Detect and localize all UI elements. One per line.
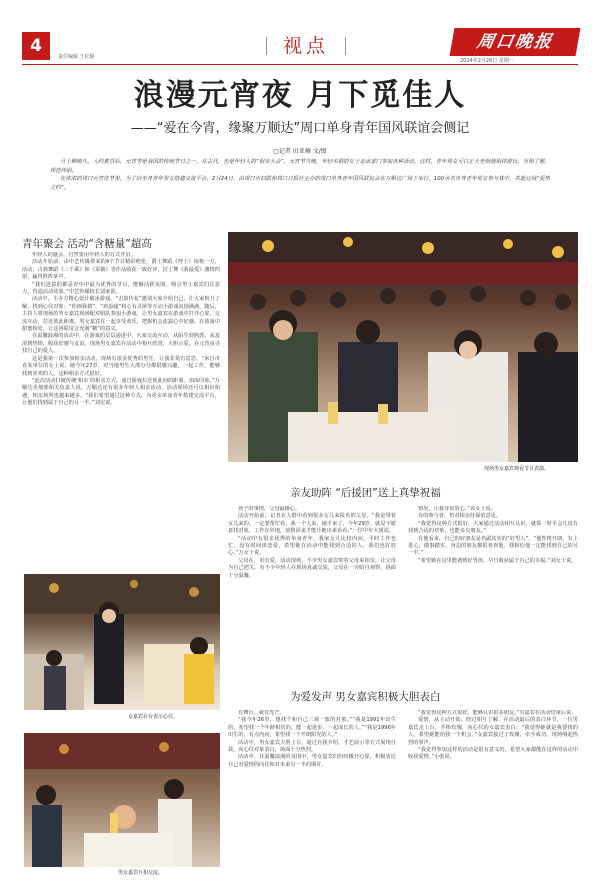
byline: □记者 田亚楠 文/图 [273,148,327,155]
section-3-col-b [408,710,578,876]
article-subtitle: ——“爱在今宵，缘聚万顺达”周口单身青年国风联谊会侧记 [130,121,470,136]
paragraph: 活动开始前，记者在人群中看到很多女儿来报名的父母，“我是带着女儿来的，一定要帮忙看，我一个人来，她才来了，今年29岁，就是不愿意找对象，工作在外地，放假回来才能让她出来看看。”一位中年大姐说。 [228,513,396,535]
section-2-heading: 亲友助阵 “后援团”送上真挚祝福 [290,487,441,499]
paragraph: “希望她在这里能遇到好男孩，早日收获属于自己的幸福。”刘女士说。 [418,557,577,564]
paragraph: “我觉得这种方式很好，大家通过活动相互认识，就算一时半会儿没有找到合适的对象，也能多交朋友。” [408,520,578,535]
section-3-heading: 为爱发声 男女嘉宾积极大胆表白 [290,691,441,703]
editor-line: 责任编辑 王松静 [58,54,95,60]
section-2-col-b [408,506,578,676]
paragraph: 情况，让我非常放心。”该女士说。 [418,506,496,512]
paragraph: 活动中，男女嘉宾大胆上台，通过自我介绍、才艺展示等方式展现自我，向心仪对象表白，场面十分热烈。 [228,739,396,754]
paragraph: “我今年26岁，想找个和自己三观一致的对象。”“我是1991年出生的，希望找一个年龄相仿的，能一起进步、一起成长的人。”“我是1996年出生的，有点内向，希望找一个开朗阳光的人。” [228,717,396,739]
paragraph: 活动开始前，由中艺传媒带来的4个节目精彩绝伦，爵士舞蹈《怦士》惊艳一方，活动，古典舞蹈《三千乘》和《采薇》等作品收获一致好评，拉丁舞《我最爱》激情四射，赢得阵阵掌声。 [22,259,220,281]
paragraph: 有舞台，就有光芒。 [238,710,285,716]
paragraph: “此次活动打破传统‘相亲’的相亲方式，通过游戏拉近彼此间的距离，加深印象。”万顺达企划部相关负责人说，万顺达还有很多年轻人相亲活动，活动现场还可以相识相遇，相亲场所也越来越多。“我们希望通过这种方式，为更多单身青年搭建交流平台，让他们找到属于自己的另一半。”刘宏说。 [22,377,220,407]
divider-right [345,37,346,55]
intro [50,158,550,204]
section-title-area [266,33,346,57]
photo-scene-1 [24,574,220,710]
section-1-heading [22,232,222,250]
paragraph: 在他看来，自己的好朋友是名副其实的“好男人”，“他性格开朗，有上进心，做事踏实，身边的朋友都很喜欢他，我相信他一定能找到自己的另一半。” [408,535,578,557]
caption-left-1: 女嘉宾在台表示心仪。 [128,714,179,720]
caption-main: 现场男女嘉宾观看节目表演。 [484,466,550,472]
paragraph: 活动中，主办方精心设计破冰游戏，“击鼓传花”邀请大家介绍自己，让大家相互了解，找到心仪对象；“你画我猜”、“鸡蛋碰”和心有灵犀等互动小游戏氛围满满，随后，主持人将现场的男女嘉宾现场配对组队参加小游戏，让男女嘉宾在游戏中打开心扉，交流互动，拉近彼此距离。男女嘉宾在一起享受欢乐，把握机会流露心中好感，在游戏中甜蜜相处，让这场联谊会充满“糖”的意义。 [22,296,220,333]
article-title: 浪漫元宵夜 月下觅佳人 [133,78,467,113]
photo-scene-2 [24,733,220,867]
main-photo-scene [228,232,578,462]
paragraph: “我觉得这种方式很好，能够认识很多朋友。”有嘉宾在活动结束后说。 [418,710,577,716]
section-3-col-a [228,710,396,876]
section-1-body [22,252,220,560]
date-line: 2024年2月26日 星期一 [460,58,514,64]
caption-left-2: 男女嘉宾互相交流。 [118,870,164,876]
newspaper-logo [450,28,581,56]
paragraph: 父母在，更有爱，活动现场，不少男女嘉宾带着父母来相亲，让父母为自己把关。有不少年轻人在现场真诚交流，父母在一旁暗自观察，场面十分温馨。 [228,557,396,579]
paragraph: 年轻人的盛会，自然要用年轻人的方式开启。 [32,252,136,258]
paragraph: 有的参与者，仍对相亲持保留意见。 [418,513,502,520]
intro-paragraph: 月上柳梢头，人约黄昏后。元宵节是我国的传统节日之一，在古代，也是年轻人的“相亲大会”。元宵节当晚，年轻未婚的女子走出家门参加各种活动，这时，青年男女可以正大光明地相伴游玩，互相了解，择佳伴侣。 [50,159,550,174]
page-number: 4 [30,36,42,56]
logo-text: 周口晚报 [475,32,555,52]
page-number-box [22,32,50,60]
paragraph: “我们选拔的都是青年中最为优秀的节目，能够活跃氛围，吸引男士嘉宾们注意力，营造活动效果。”中艺传媒校长刘家说。 [22,281,220,296]
header-rule [22,64,578,65]
paragraph: 爱情，从主动开始。经过相互了解，在活动最后的表白环节，一位男嘉宾走上台，手捧玫瑰，向心仪的女嘉宾表白：“我觉得她就是我要找的人，希望她能给我一个机会。”女嘉宾接过了玫瑰，牵手成功，现场响起热烈的掌声。 [408,717,578,746]
photo-table-chat [24,733,220,867]
paragraph: “我觉得参加这样的活动是很有意义的，希望大家都能在这样的活动中收获爱情。”小张说。 [408,747,578,761]
section-2-col-a [228,506,396,676]
section-heading-text: 青年聚会 活动“含糖量”超高 [22,238,152,250]
paragraph: 活动中，在温馨浪漫的氛围中，男女嘉宾们纷纷敞开心扉，积极表达自己对爱情的向往和对未来另一半的期许。 [228,754,396,768]
paragraph: 孩子的事情，父母最操心。 [238,506,301,512]
paragraph: 在温馨浪漫的活动中，在游戏的层层递进中，大家交流互动，从陌生到熟悉，从羞涩到热情，收获好感与友谊。现场男女嘉宾在活动中相互欣赏，大胆示爱，在元宵夜寻找自己的爱人。 [22,333,220,355]
divider-left [266,37,267,55]
photo-woman-speaking [24,574,220,710]
section-title: 视点 [282,35,329,57]
intro-paragraph: 在浓浓的周口元宵佳节里，为了给单身青年男女搭建交流平台，2月24日，由周口市妇联和周口日报社主办的周口单身青年国风联谊会在万顺达广场下举行，100余名单身青年男女参与其中，共赴这场“爱情之约”。 [50,176,550,191]
paragraph: 这是我第一次参加相亲活动，现场有很多优秀的男生，让我非常有意思，“来自市直某单位的女士说，她今年27岁，对当地男生大部分分都很感兴趣，一起工作，能够找到喜欢的人，这种相亲方式很好。 [22,355,220,377]
paragraph: “活动中有很多优秀的单身青年，我家女儿比较内向，平时工作也忙，没有时间谈恋爱，希望她在活动中能找到合适的人，我们也好放心。”万女士说。 [228,535,396,557]
main-photo-audience [228,232,578,462]
